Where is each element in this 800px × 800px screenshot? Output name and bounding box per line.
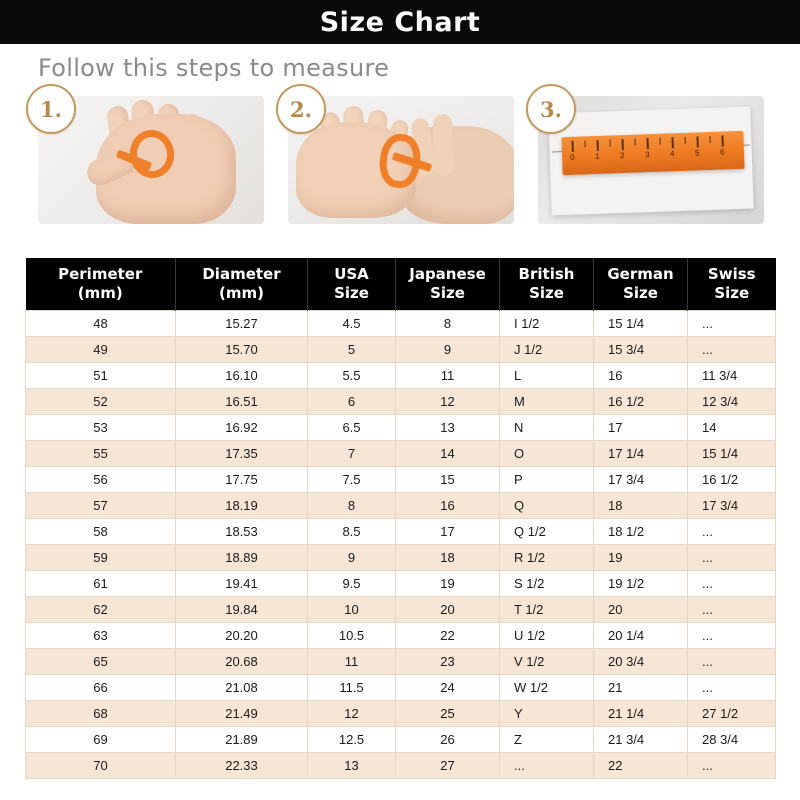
table-cell-japanese: 22 [396,622,500,648]
table-cell-perimeter: 69 [26,726,176,752]
table-cell-japanese: 13 [396,414,500,440]
table-cell-swiss: ... [688,310,776,336]
table-cell-perimeter: 66 [26,674,176,700]
column-header-japanese [396,258,500,310]
ruler-tick-label: 2 [619,150,625,161]
table-cell-british: I 1/2 [500,310,594,336]
table-cell-usa: 8 [308,492,396,518]
page-title: Size Chart [319,6,481,38]
ruler-tick-label: 4 [669,149,675,159]
header-line: Japanese [409,265,486,283]
ruler-tick-minor [709,136,711,143]
ruler-tick [721,136,723,147]
table-cell-japanese: 23 [396,648,500,674]
table-cell-perimeter: 53 [26,414,176,440]
ruler-tick [646,138,648,149]
table-cell-british: R 1/2 [500,544,594,570]
header-line: German [607,265,674,283]
table-cell-usa: 12.5 [308,726,396,752]
table-cell-swiss: 27 1/2 [688,700,776,726]
table-cell-british: P [500,466,594,492]
ruler-tick [671,137,673,148]
table-row [26,596,776,622]
ruler-tick-label: 0 [569,152,575,162]
table-cell-usa: 13 [308,752,396,778]
table-row [26,570,776,596]
table-cell-german: 18 1/2 [594,518,688,544]
table-cell-diameter: 22.33 [176,752,308,778]
table-cell-japanese: 8 [396,310,500,336]
table-cell-diameter: 19.84 [176,596,308,622]
table-cell-diameter: 18.19 [176,492,308,518]
header-line: (mm) [219,283,264,302]
table-cell-perimeter: 65 [26,648,176,674]
table-cell-perimeter: 55 [26,440,176,466]
table-cell-german: 20 [594,596,688,622]
table-cell-british: Y [500,700,594,726]
column-header-diameter [176,258,308,310]
table-cell-diameter: 15.70 [176,336,308,362]
table-cell-japanese: 20 [396,596,500,622]
table-cell-british: O [500,440,594,466]
table-row [26,362,776,388]
table-cell-german: 18 [594,492,688,518]
header-line: (mm) [77,283,123,302]
table-cell-swiss: ... [688,752,776,778]
header-line: USA [334,265,369,283]
table-cell-british: L [500,362,594,388]
table-cell-perimeter: 59 [26,544,176,570]
table-cell-perimeter: 58 [26,518,176,544]
header-line: Size [623,283,658,302]
table-cell-japanese: 26 [396,726,500,752]
table-cell-british: M [500,388,594,414]
table-row [26,674,776,700]
table-cell-usa: 7.5 [308,466,396,492]
table-cell-diameter: 15.27 [176,310,308,336]
table-cell-perimeter: 52 [26,388,176,414]
table-row [26,440,776,466]
table-cell-german: 21 3/4 [594,726,688,752]
table-cell-swiss: 14 [688,414,776,440]
table-cell-perimeter: 57 [26,492,176,518]
table-cell-diameter: 16.92 [176,414,308,440]
table-cell-japanese: 11 [396,362,500,388]
header-line: Size [430,283,465,302]
table-cell-usa: 4.5 [308,310,396,336]
table-cell-german: 16 [594,362,688,388]
table-cell-usa: 8.5 [308,518,396,544]
table-cell-japanese: 16 [396,492,500,518]
step-3-badge: 3. [526,84,576,134]
table-cell-perimeter: 49 [26,336,176,362]
table-cell-diameter: 21.08 [176,674,308,700]
table-cell-perimeter: 62 [26,596,176,622]
column-header-german [594,258,688,310]
table-cell-perimeter: 68 [26,700,176,726]
ruler-ticks [561,131,744,175]
finger-shape [433,114,454,177]
table-cell-swiss: 11 3/4 [688,362,776,388]
table-cell-usa: 7 [308,440,396,466]
table-cell-diameter: 18.89 [176,544,308,570]
ruler-tick-label: 1 [594,151,600,162]
table-cell-german: 17 3/4 [594,466,688,492]
table-cell-usa: 5.5 [308,362,396,388]
ruler-tick [621,139,623,150]
step-3 [538,96,764,224]
header-line: British [518,265,575,283]
table-cell-swiss: ... [688,570,776,596]
header-line: Size [334,283,369,302]
ruler-tick-minor [684,137,686,144]
table-cell-usa: 10 [308,596,396,622]
ruler-tick-minor [609,139,611,146]
header-line: Swiss [707,265,756,283]
table-cell-perimeter: 70 [26,752,176,778]
table-cell-perimeter: 51 [26,362,176,388]
table-cell-swiss: ... [688,674,776,700]
table-row [26,752,776,778]
header-line: Perimeter [58,265,143,283]
table-cell-diameter: 21.89 [176,726,308,752]
ruler-tick-minor [659,138,661,145]
header-line: Size [529,283,564,302]
table-cell-british: J 1/2 [500,336,594,362]
table-cell-british: Z [500,726,594,752]
table-cell-diameter: 21.49 [176,700,308,726]
table-cell-swiss: ... [688,648,776,674]
column-header-british [500,258,594,310]
steps-row [38,96,768,224]
table-cell-german: 21 1/4 [594,700,688,726]
header-bar [0,0,800,44]
table-row [26,726,776,752]
table-cell-german: 15 1/4 [594,310,688,336]
table-cell-swiss: ... [688,544,776,570]
step-1 [38,96,264,224]
table-cell-diameter: 20.68 [176,648,308,674]
table-cell-usa: 9 [308,544,396,570]
table-row [26,544,776,570]
table-cell-japanese: 15 [396,466,500,492]
table-cell-diameter: 16.51 [176,388,308,414]
step-2 [288,96,514,224]
table-cell-german: 15 3/4 [594,336,688,362]
table-cell-british: N [500,414,594,440]
step-2-badge: 2. [276,84,326,134]
table-cell-german: 17 [594,414,688,440]
table-cell-german: 19 [594,544,688,570]
table-row [26,518,776,544]
table-cell-usa: 11 [308,648,396,674]
table-cell-british: Q 1/2 [500,518,594,544]
table-row [26,492,776,518]
table-cell-german: 20 1/4 [594,622,688,648]
ruler-tick-label: 3 [644,150,650,160]
table-cell-japanese: 17 [396,518,500,544]
table-cell-german: 20 3/4 [594,648,688,674]
table-cell-german: 21 [594,674,688,700]
table-cell-swiss: 17 3/4 [688,492,776,518]
table-cell-swiss: ... [688,336,776,362]
ruler-tick [572,141,574,152]
table-cell-diameter: 17.75 [176,466,308,492]
ruler-tick [597,140,599,151]
size-table [25,258,776,779]
table-cell-british: V 1/2 [500,648,594,674]
table-cell-german: 22 [594,752,688,778]
table-cell-diameter: 20.20 [176,622,308,648]
table-cell-diameter: 17.35 [176,440,308,466]
table-cell-german: 17 1/4 [594,440,688,466]
table-cell-japanese: 14 [396,440,500,466]
table-cell-german: 19 1/2 [594,570,688,596]
table-cell-japanese: 24 [396,674,500,700]
table-cell-japanese: 12 [396,388,500,414]
table-row [26,414,776,440]
table-cell-british: U 1/2 [500,622,594,648]
table-cell-perimeter: 63 [26,622,176,648]
table-row [26,622,776,648]
table-cell-perimeter: 48 [26,310,176,336]
measuring-strip [561,131,744,175]
table-cell-diameter: 16.10 [176,362,308,388]
ruler-tick-label: 6 [719,147,725,157]
table-row [26,388,776,414]
table-cell-british: ... [500,752,594,778]
column-header-swiss [688,258,776,310]
table-cell-perimeter: 61 [26,570,176,596]
table-cell-japanese: 19 [396,570,500,596]
table-header-row [26,258,776,310]
table-cell-swiss: 15 1/4 [688,440,776,466]
column-header-usa [308,258,396,310]
table-row [26,336,776,362]
table-cell-diameter: 19.41 [176,570,308,596]
table-cell-british: Q [500,492,594,518]
table-cell-japanese: 9 [396,336,500,362]
table-cell-swiss: 16 1/2 [688,466,776,492]
table-cell-british: T 1/2 [500,596,594,622]
table-cell-japanese: 25 [396,700,500,726]
size-table-container [25,258,775,779]
table-cell-swiss: 28 3/4 [688,726,776,752]
size-table-head [26,258,776,310]
table-cell-german: 16 1/2 [594,388,688,414]
table-cell-usa: 9.5 [308,570,396,596]
ruler-tick-minor [634,139,636,146]
table-row [26,310,776,336]
table-cell-british: S 1/2 [500,570,594,596]
table-row [26,648,776,674]
table-cell-swiss: ... [688,622,776,648]
table-cell-british: W 1/2 [500,674,594,700]
table-row [26,466,776,492]
table-cell-swiss: 12 3/4 [688,388,776,414]
step-1-badge: 1. [26,84,76,134]
table-cell-usa: 6.5 [308,414,396,440]
ruler-tick-minor [584,140,586,147]
column-header-perimeter [26,258,176,310]
table-cell-perimeter: 56 [26,466,176,492]
header-line: Diameter [202,265,281,283]
ruler-tick-label: 5 [694,148,700,158]
table-cell-usa: 12 [308,700,396,726]
table-row [26,700,776,726]
table-cell-usa: 5 [308,336,396,362]
table-cell-swiss: ... [688,596,776,622]
table-cell-japanese: 27 [396,752,500,778]
table-cell-usa: 11.5 [308,674,396,700]
table-cell-diameter: 18.53 [176,518,308,544]
table-cell-japanese: 18 [396,544,500,570]
instructions-subtitle: Follow this steps to measure [38,54,390,82]
table-cell-swiss: ... [688,518,776,544]
ruler-tick [696,136,698,147]
table-cell-usa: 6 [308,388,396,414]
size-table-body [26,310,776,778]
table-cell-usa: 10.5 [308,622,396,648]
header-line: Size [714,283,750,302]
